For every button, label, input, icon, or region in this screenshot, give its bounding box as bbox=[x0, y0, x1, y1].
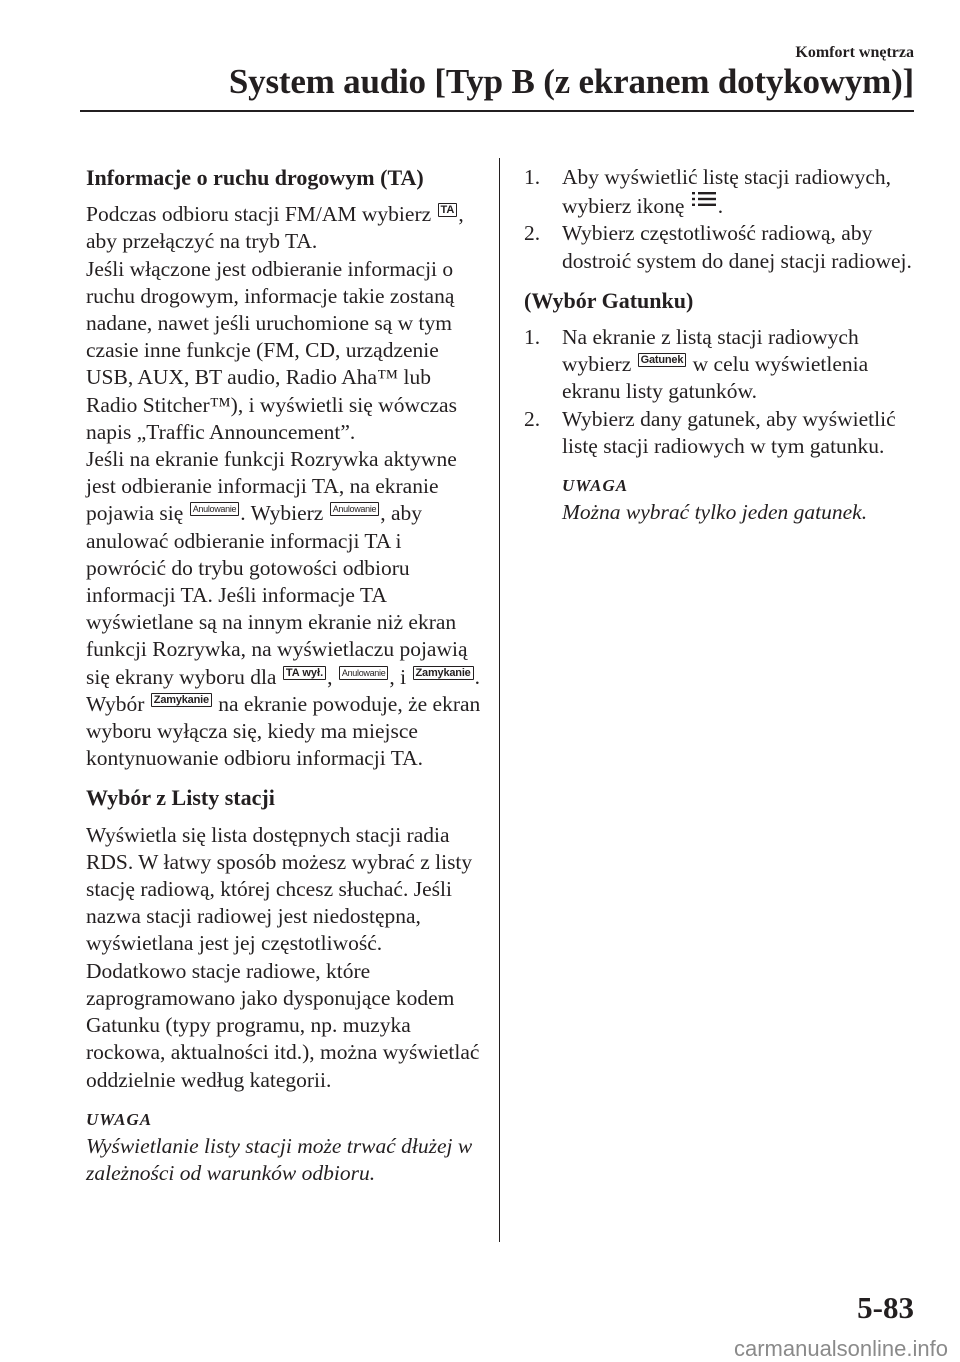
step-text: Na ekranie z listą stacji radiowych wybierz bbox=[562, 325, 859, 377]
ta-p3-text-d: , bbox=[327, 664, 333, 689]
list-item bbox=[524, 406, 924, 460]
genre-steps bbox=[524, 324, 924, 460]
step-text: Wybierz dany gatunek, aby wyświetlić listę stacji radiowych w tym gatunku. bbox=[562, 406, 896, 458]
page-title: System audio [Typ B (z ekranem dotykowym)] bbox=[228, 62, 914, 101]
station-list-paragraph: Wyświetla się lista dostępnych stacji radia RDS. W łatwy sposób możesz wybrać z listy stację radiową, której chcesz słuchać. Jeśli nazwa stacji radiowej jest niedostępna, wyświetlana jest jej częstotliwość. Dodatkowo stacje radiowe, które zaprogramowano jako dysponujące kodem Gatunku (typy programu, np. muzyka rockowa, aktualności itd.), można wyświetlać oddzielnie według kategorii. bbox=[86, 822, 480, 1092]
step-number: 1. bbox=[524, 325, 541, 350]
list-item bbox=[524, 164, 924, 220]
header-section-label: Komfort wnętrza bbox=[795, 44, 914, 61]
ta-p3-text-b: . Wybierz bbox=[240, 501, 324, 526]
ta-wyl-button[interactable]: TA wył. bbox=[283, 666, 326, 680]
ta-p1-text-b: , aby przełączyć na tryb TA. bbox=[86, 202, 464, 254]
zamykanie-button[interactable]: Zamykanie bbox=[151, 693, 212, 707]
note-label: UWAGA bbox=[562, 476, 629, 496]
list-icon[interactable] bbox=[691, 191, 717, 207]
genre-note bbox=[524, 472, 924, 526]
ta-p3-text-a: Jeśli na ekranie funkcji Rozrywka aktywne jest odbieranie informacji TA, na ekranie pojawia się bbox=[86, 447, 457, 526]
ta-paragraph-2: Jeśli włączone jest odbieranie informacji o ruchu drogowym, informacje takie zostaną nadane, nawet jeśli uruchomione są w tym czasie inne funkcje (FM, CD, urządzenie USB, AUX, BT audio, Radio Aha™ lub Radio Stitcher™), i wyświetli się wówczas napis „Traffic Announcement”. bbox=[86, 256, 457, 444]
step-text-end: . bbox=[717, 194, 724, 219]
column-divider bbox=[499, 158, 500, 1242]
ta-p3-text-c: , aby anulować odbieranie informacji TA i powrócić do trybu gotowości odbioru informacji TA. Jeśli informacje TA wyświetlane są na innym ekranie niż ekran funkcji Rozrywka, na wyświetlaczu pojawią się ekrany wyboru dla bbox=[86, 501, 468, 689]
step-text: Wybierz częstotliwość radiową, aby dostroić system do danej stacji radiowej. bbox=[562, 221, 912, 273]
anulowanie-button[interactable]: Anulowanie bbox=[339, 666, 389, 680]
left-column bbox=[86, 164, 486, 1187]
gatunek-button[interactable]: Gatunek bbox=[638, 353, 687, 367]
ta-paragraph-3 bbox=[86, 446, 486, 772]
step-number: 2. bbox=[524, 221, 541, 246]
right-column bbox=[524, 164, 924, 526]
station-list-heading: Wybór z Listy stacji bbox=[86, 785, 275, 811]
ta-p3-text-g: na ekranie powoduje, że ekran wyboru wyłącza się, kiedy ma miejsce kontynuowanie odbioru informacji TA. bbox=[86, 691, 481, 771]
station-list-steps bbox=[524, 164, 924, 275]
anulowanie-button[interactable]: Anulowanie bbox=[330, 502, 380, 516]
ta-p3-text-e: , i bbox=[389, 664, 407, 689]
ta-heading: Informacje o ruchu drogowym (TA) bbox=[86, 165, 424, 190]
step-text-end: w celu wyświetlenia ekranu listy gatunków. bbox=[562, 352, 869, 404]
ta-p3-text-f: . Wybór bbox=[86, 664, 480, 716]
ta-paragraph-1 bbox=[86, 201, 486, 255]
note-label: UWAGA bbox=[86, 1109, 153, 1129]
step-number: 2. bbox=[524, 406, 541, 431]
step-number: 1. bbox=[524, 165, 541, 189]
zamykanie-button[interactable]: Zamykanie bbox=[413, 666, 474, 680]
step-text: Aby wyświetlić listę stacji radiowych, wybierz ikonę bbox=[562, 165, 891, 219]
ta-p1-text-a: Podczas odbioru stacji FM/AM wybierz bbox=[86, 202, 432, 227]
ta-button[interactable]: TA bbox=[438, 203, 458, 217]
note-text: Można wybrać tylko jeden gatunek. bbox=[562, 500, 868, 525]
watermark: carmanualsonline.info bbox=[733, 1336, 948, 1361]
list-item bbox=[524, 220, 924, 274]
list-item bbox=[524, 324, 924, 406]
anulowanie-button[interactable]: Anulowanie bbox=[190, 502, 240, 516]
header-rule bbox=[80, 110, 914, 112]
genre-heading: (Wybór Gatunku) bbox=[524, 287, 694, 313]
page-number: 5-83 bbox=[857, 1290, 914, 1325]
note-text: Wyświetlanie listy stacji może trwać dłużej w zależności od warunków odbioru. bbox=[86, 1133, 473, 1186]
